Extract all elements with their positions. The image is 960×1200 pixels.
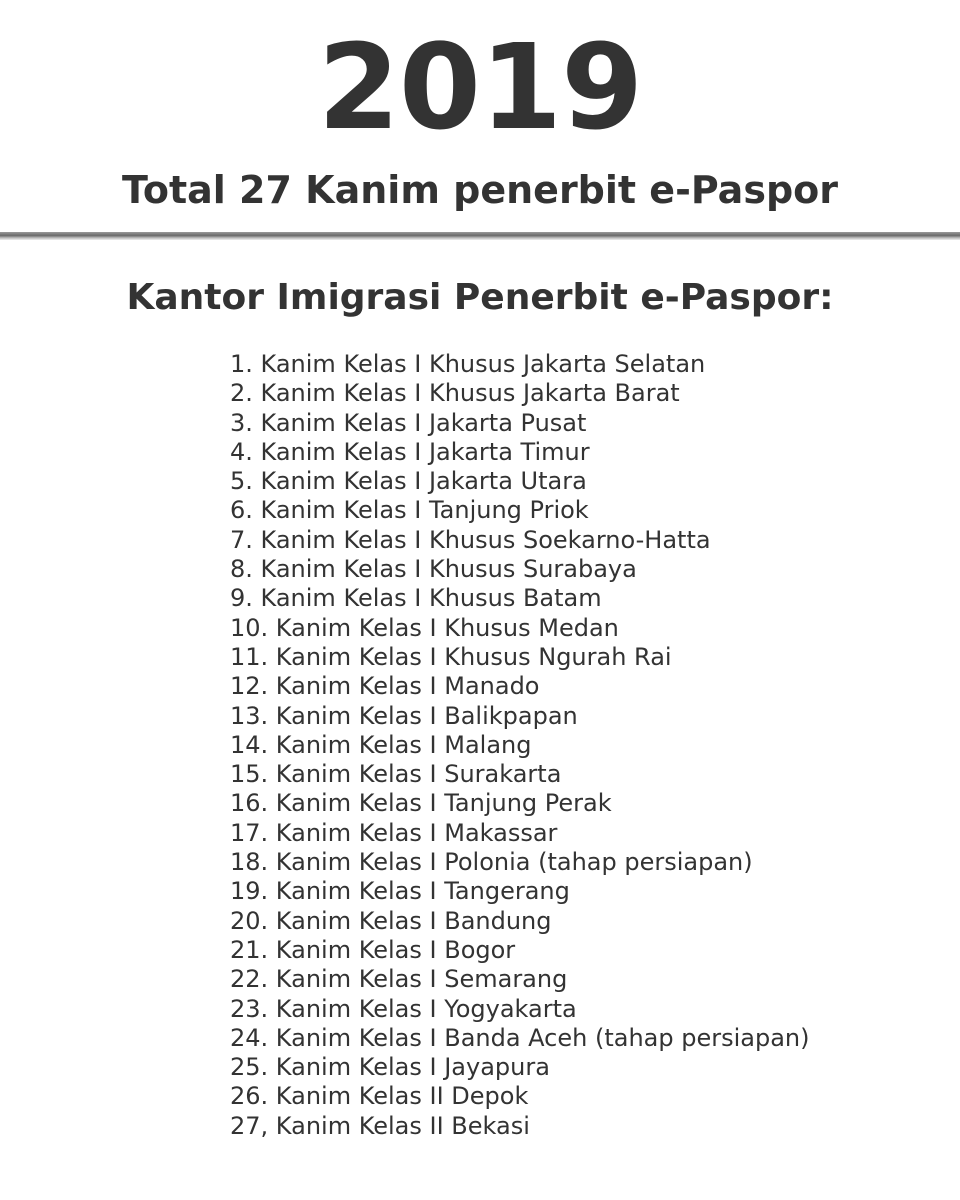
list-item: 25. Kanim Kelas I Jayapura [230, 1053, 550, 1082]
list-item: 10. Kanim Kelas I Khusus Medan [230, 613, 619, 642]
list-item: 19. Kanim Kelas I Tangerang [230, 877, 570, 906]
office-list [230, 350, 810, 1141]
list-item: 16. Kanim Kelas I Tanjung Perak [230, 789, 612, 818]
list-item: 21. Kanim Kelas I Bogor [230, 935, 516, 964]
list-item: 2. Kanim Kelas I Khusus Jakarta Barat [230, 379, 680, 408]
year-title: 2019 [317, 18, 643, 156]
list-item: 11. Kanim Kelas I Khusus Ngurah Rai [230, 642, 672, 671]
list-item: 3. Kanim Kelas I Jakarta Pusat [230, 408, 587, 437]
list-item: 9. Kanim Kelas I Khusus Batam [230, 584, 602, 613]
list-item: 12. Kanim Kelas I Manado [230, 672, 540, 701]
list-item: 14. Kanim Kelas I Malang [230, 730, 532, 759]
list-item: 27, Kanim Kelas II Bekasi [230, 1111, 530, 1140]
list-item: 26. Kanim Kelas II Depok [230, 1082, 529, 1111]
list-item: 1. Kanim Kelas I Khusus Jakarta Selatan [230, 350, 706, 378]
section-heading: Kantor Imigrasi Penerbit e-Paspor: [126, 277, 834, 318]
header [0, 0, 960, 232]
divider [0, 232, 960, 240]
list-item: 8. Kanim Kelas I Khusus Surabaya [230, 555, 637, 584]
list-item: 18. Kanim Kelas I Polonia (tahap persiapan) [230, 848, 753, 877]
list-item: 20. Kanim Kelas I Bandung [230, 906, 552, 935]
list-item: 5. Kanim Kelas I Jakarta Utara [230, 467, 587, 496]
list-item: 23. Kanim Kelas I Yogyakarta [230, 994, 577, 1023]
list-item: 4. Kanim Kelas I Jakarta Timur [230, 437, 590, 466]
list-item: 22. Kanim Kelas I Semarang [230, 965, 568, 994]
list-item: 6. Kanim Kelas I Tanjung Priok [230, 496, 589, 525]
list-item: 15. Kanim Kelas I Surakarta [230, 760, 562, 789]
subtitle: Total 27 Kanim penerbit e-Paspor [122, 168, 838, 212]
list-item: 7. Kanim Kelas I Khusus Soekarno-Hatta [230, 525, 711, 554]
list-item: 13. Kanim Kelas I Balikpapan [230, 701, 578, 730]
list-item: 17. Kanim Kelas I Makassar [230, 818, 558, 847]
list-item: 24. Kanim Kelas I Banda Aceh (tahap persiapan) [230, 1023, 810, 1052]
